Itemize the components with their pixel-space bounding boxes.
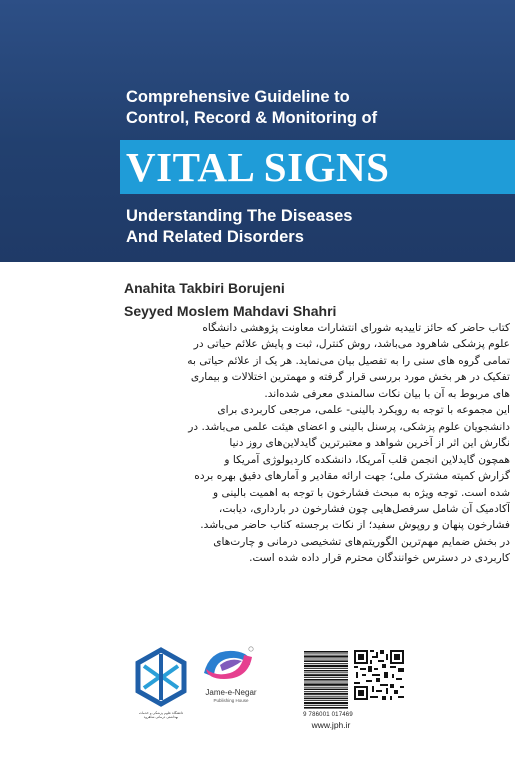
authors — [124, 277, 504, 323]
author-2: Seyyed Moslem Mahdavi Shahri — [124, 303, 337, 319]
description-line: گزارش کمیته مشترک ملی؛ جهت ارائه مقادیر و آمارهای دقیق بهره برده — [194, 470, 510, 483]
description-paragraph-2 — [110, 402, 510, 567]
university-caption: دانشگاه علوم پزشکی و خدمات بهداشتی درمانی شاهرود — [138, 711, 184, 719]
publisher-name: Jame-e-Negar — [205, 688, 257, 697]
description-line: دانشجویان علوم پزشکی، پرسنل بالینی و اعضای هیئت علمی می‌باشد. در — [188, 420, 510, 433]
description-line: کتاب حاضر که حائز تاییدیه شورای انتشارات معاونت پژوهشی دانشگاه — [202, 322, 510, 334]
isbn-barcode — [302, 649, 350, 711]
subtitle-line-1: Understanding The Diseases — [126, 207, 353, 225]
qr-code — [354, 650, 404, 700]
description-line: فشارخون پنهان و روپوش سفید؛ از نکات برجسته کتاب حاضر می‌باشد. — [200, 519, 510, 532]
subtitle — [126, 206, 506, 248]
title-top — [126, 87, 506, 129]
title-main: VITAL SIGNS — [126, 144, 390, 190]
university-logo — [132, 646, 190, 712]
title-top-line-1: Comprehensive Guideline to — [126, 88, 350, 106]
book-description — [110, 320, 510, 567]
description-line: تمامی گروه های سنی را به تفصیل بیان می‌نماید. هر یک از علائم حیاتی به — [187, 354, 510, 367]
publisher-logo — [200, 643, 256, 685]
description-paragraph-1 — [110, 320, 510, 402]
description-line: این مجموعه با توجه به رویکرد بالینی- علمی، مرجعی کاربردی برای — [217, 404, 510, 417]
title-top-line-2: Control, Record & Monitoring of — [126, 109, 378, 127]
description-line: در بخش ضمایم مهم‌ترین الگوریتم‌های تشخیصی درمانی و چارت‌های — [213, 535, 510, 548]
description-line: های مربوط به آن با بیان نکات سالمندی معرفی شده‌اند. — [264, 387, 510, 400]
author-1: Anahita Takbiri Borujeni — [124, 280, 285, 296]
description-line: کاربردی در دسترس خوانندگان محترم قرار داده شده است. — [249, 552, 510, 565]
publisher-subtitle: Publishing House — [213, 698, 249, 703]
publisher-website: www.jph.ir — [311, 720, 351, 730]
description-line: علوم پزشکی شاهرود می‌باشد، روش کنترل، ثبت و پایش علائم حیاتی در — [193, 338, 510, 351]
subtitle-line-2: And Related Disorders — [126, 228, 304, 246]
isbn-digits: 9 786001 017469 — [303, 712, 353, 718]
description-line: نگارش این اثر از آخرین شواهد و معتبرترین گایدلاین‌های روز دنیا — [229, 437, 510, 450]
description-line: همچون گایدلاین انجمن قلب آمریکا، دانشکده کاردیولوژی آمریکا و — [224, 453, 510, 466]
description-line: تفکیک در هر بخش مورد بررسی قرار گرفته و مهمترین اختلالات و بیماری — [190, 371, 510, 384]
description-line: آکادمیک آن شامل سرفصل‌هایی چون فشارخون در بارداری، دیابت، — [218, 502, 510, 515]
description-line: شده است. توجه ویژه به مبحث فشارخون با توجه به اهمیت بالینی و — [213, 486, 510, 499]
